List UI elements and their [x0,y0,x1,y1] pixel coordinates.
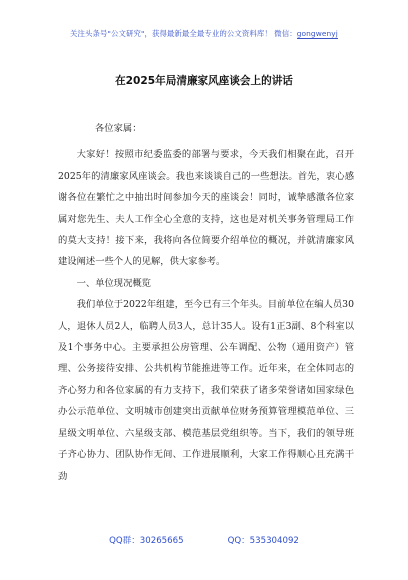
paragraph-2: 我们单位于2022年组建，至今已有三个年头。目前单位在编人员30人，退休人员2人，临聘人员3人，总计35人。设有1正3副、8个科室以及1个事务中心。主要承担公房管理、公车调配、公物（通用资产）管理、公务接待安排、公共机构节能推进等工作。近年来，在全体同志的齐心努力和各位家属的有力支持下，我们荣获了诸多荣誉诸如国家绿色办公示范单位、文明城市创建突出贡献单位财务预算管理模范单位、三星级文明单位、六星级支部、模范基层党组织等。当下，我们的领导班子齐心协力、团队协作无间、工作进展顺利，大家工作得顺心且充满干劲 [58,299,354,482]
footer [0,534,408,546]
paragraph-1: 大家好！按照市纪委监委的部署与要求，今天我们相聚在此，召开2025年的清廉家风座谈会。我也来谈谈自己的一些想法。首先，衷心感谢各位在繁忙之中抽出时间参加今天的座谈会！同时，诚挚感激各位家属对您先生、夫人工作全心全意的支持，这也是对机关事务管理局工作的莫大支持！接下来，我将向各位简要介绍单位的概况，并就清廉家风建设阐述一些个人的见解，供大家参考。 [58,149,354,268]
top-banner [0,28,408,39]
document-body [58,118,354,487]
banner-text: 关注头条号"公文研究"，获得最新最全最专业的公文资料库！ 微信： [70,29,297,38]
section-heading-1: 一、单位现况概览 [76,277,151,289]
banner-wechat: gongwenyj [296,29,338,38]
footer-qq-group: QQ群：30265665 [109,536,184,546]
document-title: 在2025年局清廉家风座谈会上的讲话 [115,75,293,87]
footer-qq: QQ：535304092 [227,536,299,546]
salutation: 各位家属： [95,123,142,134]
